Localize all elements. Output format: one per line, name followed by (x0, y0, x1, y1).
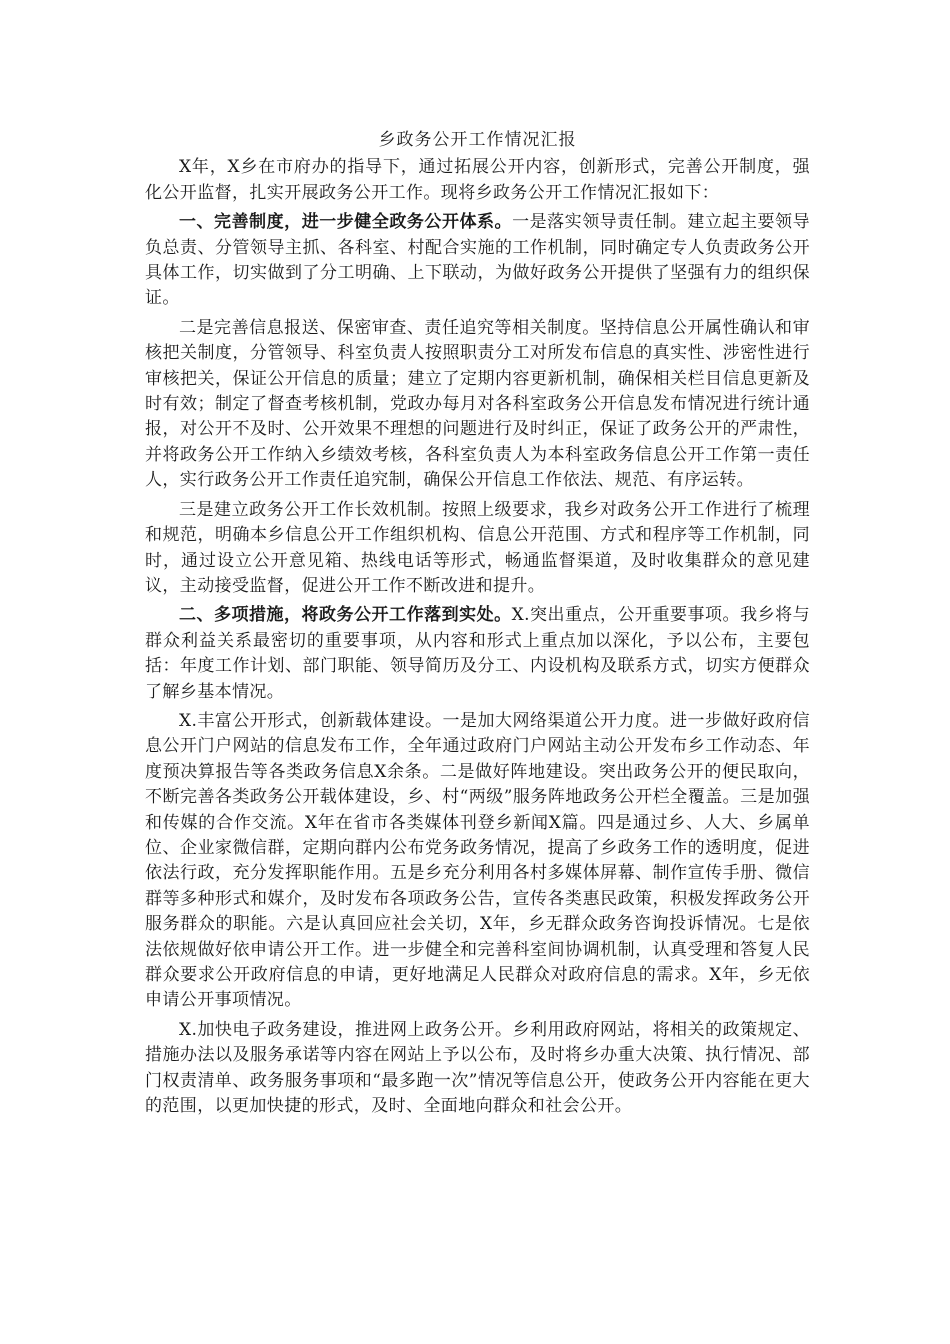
section2-heading: 二、多项措施，将政务公开工作落到实处。 (179, 605, 512, 626)
section1-paragraph-2: 二是完善信息报送、保密审查、责任追究等相关制度。坚持信息公开属性确认和审核把关制度，分管领导、科室负责人按照职责分工对所发布信息的真实性、涉密性进行审核把关，保证公开信息的质量；建立了定期内容更新机制，确保相关栏目信息更新及时有效；制定了督查考核机制，党政办每月对各科室政务公开信息发布情况进行统计通报，对公开不及时、公开效果不理想的问题进行及时纠正，保证了政务公开的严肃性，并将政务公开工作纳入乡绩效考核，各科室负责人为本科室政务信息公开工作第一责任人，实行政务公开工作责任追究制，确保公开信息工作依法、规范、有序运转。 (145, 317, 810, 491)
section1-p1-text: 一是落实领导责任制。建立起主要领导负总责、分管领导主抓、各科室、村配合实施的工作机制，同时确定专人负责政务公开具体工作，切实做到了分工明确、上下联动，为做好政务公开提供了坚强有力的组织保证。 (145, 212, 810, 309)
section2-paragraph-2: X.丰富公开形式，创新载体建设。一是加大网络渠道公开力度。进一步做好政府信息公开门户网站的信息发布工作，全年通过政府门户网站主动公开发布乡工作动态、年度预决算报告等各类政务信息X余条。二是做好阵地建设。突出政务公开的便民取向，不断完善各类政务公开载体建设，乡、村“两级”服务阵地政务公开栏全覆盖。三是加强和传媒的合作交流。X年在省市各类媒体刊登乡新闻X篇。四是通过乡、人大、乡属单位、企业家微信群，定期向群内公布党务政务情况，提高了乡政务工作的透明度，促进依法行政，充分发挥职能作用。五是乡充分利用各村多媒体屏幕、制作宣传手册、微信群等多种形式和媒介，及时发布各项政务公告，宣传各类惠民政策，积极发挥政务公开服务群众的职能。六是认真回应社会关切，X年，乡无群众政务咨询投诉情况。七是依法依规做好依申请公开工作。进一步健全和完善科室间协调机制，认真受理和答复人民群众要求公开政府信息的申请，更好地满足人民群众对政府信息的需求。X年，乡无依申请公开事项情况。 (145, 710, 810, 1011)
intro-paragraph: X年，X乡在市府办的指导下，通过拓展公开内容，创新形式，完善公开制度，强化公开监督，扎实开展政务公开工作。现将乡政务公开工作情况汇报如下： (145, 157, 810, 203)
document-page (145, 128, 810, 1123)
section2-p1-text: X.突出重点，公开重要事项。我乡将与群众利益关系最密切的重要事项，从内容和形式上重点加以深化，予以公布，主要包括：年度工作计划、部门职能、领导简历及分工、内设机构及联系方式，切实方便群众了解乡基本情况。 (145, 605, 810, 702)
section1-paragraph-3: 三是建立政务公开工作长效机制。按照上级要求，我乡对政务公开工作进行了梳理和规范，明确本乡信息公开工作组织机构、信息公开范围、方式和程序等工作机制，同时，通过设立公开意见箱、热线电话等形式，畅通监督渠道，及时收集群众的意见建议，主动接受监督，促进公开工作不断改进和提升。 (145, 499, 810, 596)
section1-heading: 一、完善制度，进一步健全政务公开体系。 (179, 212, 513, 233)
section2-paragraph-1 (145, 603, 810, 705)
document-title: 乡政务公开工作情况汇报 (378, 130, 577, 150)
section1-paragraph-1 (145, 210, 810, 312)
section2-paragraph-3: X.加快电子政务建设，推进网上政务公开。乡利用政府网站，将相关的政策规定、措施办法以及服务承诺等内容在网站上予以公布，及时将乡办重大决策、执行情况、部门权责清单、政务服务事项和“最多跑一次”情况等信息公开，使政务公开内容能在更大的范围，以更加快捷的形式，及时、全面地向群众和社会公开。 (145, 1019, 810, 1117)
